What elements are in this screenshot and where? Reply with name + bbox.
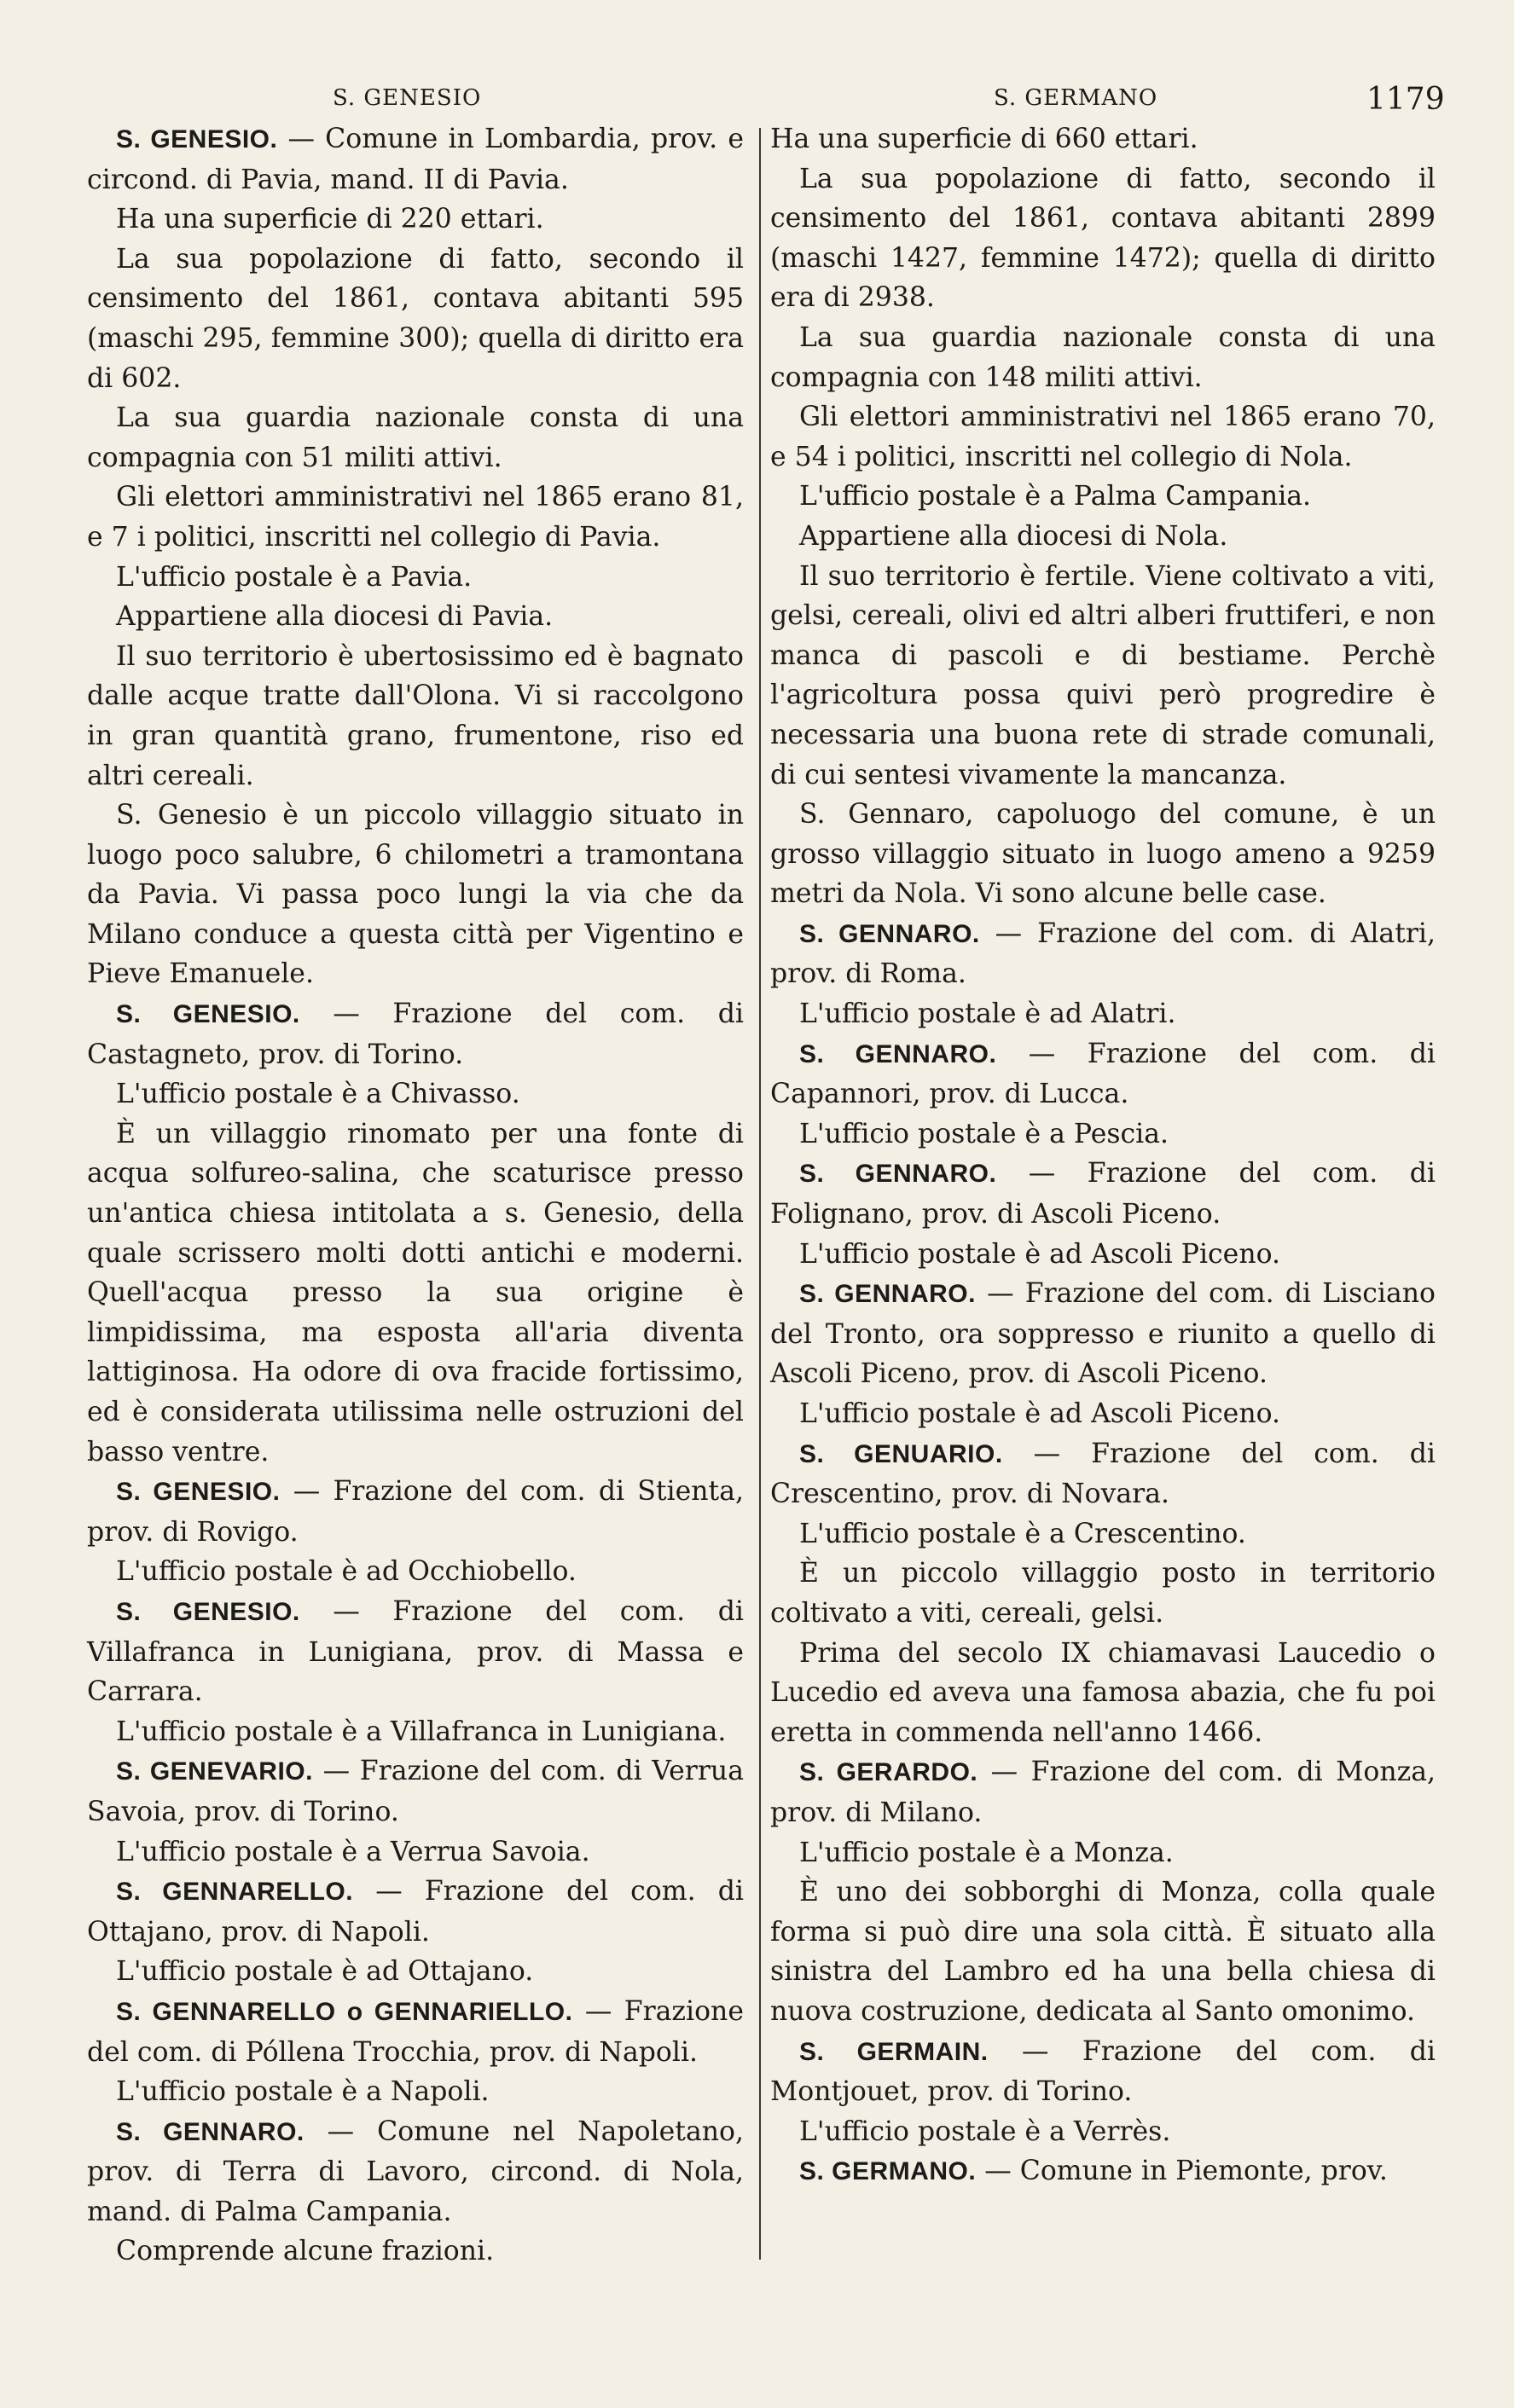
entry-headword: S. GENNARO. (799, 1039, 997, 1068)
paragraph: S. Genesio è un piccolo villaggio situato in luogo poco salubre, 6 chilometri a tramontana da Pavia. Vi passa poco lungi la via che da Milano conduce a questa città per Vigentino e Pieve Emanuele. (87, 800, 744, 990)
paragraph: L'ufficio postale è a Napoli. (116, 2076, 490, 2108)
entry-headword: S. GENEVARIO. (116, 1757, 313, 1786)
right-column (770, 119, 1436, 2192)
entry-headword: S. GENNARO. (116, 2117, 305, 2146)
paragraph: È un villaggio rinomato per una fonte di acqua solfureo-salina, che scaturisce presso un'antica chiesa intitolata a s. Genesio, della quale scrissero molti dotti antichi e moderni. Quell'acqua presso la sua origine è limpidissima, ma esposta all'aria diventa lattiginosa. Ha odore di ova fracide fortissimo, ed è considerata utilissima nelle ostruzioni del basso ventre. (87, 1118, 744, 1467)
entry-text: — Comune in Lombardia, prov. e circond. di Pavia, mand. II di Pavia. (87, 124, 744, 195)
dictionary-entry (770, 2151, 1436, 2192)
entry-headword: S. GENNARO. (799, 1280, 976, 1309)
paragraph: È un piccolo villaggio posto in territorio coltivato a viti, cereali, gelsi. (770, 1558, 1436, 1629)
paragraph: Appartiene alla diocesi di Pavia. (116, 601, 554, 633)
paragraph: L'ufficio postale è ad Occhiobello. (116, 1556, 577, 1588)
paragraph: L'ufficio postale è ad Ottajano. (116, 1956, 534, 1988)
entry-headword: S. GENESIO. (116, 1000, 300, 1029)
paragraph: L'ufficio postale è a Chivasso. (116, 1079, 520, 1110)
entry-headword: S. GENNARELLO. (116, 1878, 354, 1907)
entry-headword: S. GERARDO. (799, 1758, 978, 1787)
dictionary-entry (770, 914, 1436, 994)
entry-text: — Frazione del com. di Lisciano del Tronto, ora soppresso e riunito a quello di Ascoli Piceno, prov. di Ascoli Piceno. (770, 1278, 1436, 1390)
left-column (87, 119, 744, 2272)
entry-text: — Frazione del com. di Ottajano, prov. di Napoli. (87, 1876, 744, 1948)
entry-text: — Frazione del com. di Montjouet, prov. di Torino. (770, 2035, 1436, 2108)
dictionary-entry (87, 1872, 744, 1952)
dictionary-entry (770, 1752, 1436, 1832)
entry-text: — Frazione del com. di Póllena Trocchia, prov. di Napoli. (87, 1995, 744, 2068)
entry-text: — Frazione del com. di Villafranca in Lunigiana, prov. di Massa e Carrara. (87, 1595, 744, 1708)
paragraph: S. Gennaro, capoluogo del comune, è un grosso villaggio situato in luogo ameno a 9259 metri da Nola. Vi sono alcune belle case. (770, 799, 1436, 910)
paragraph: La sua popolazione di fatto, secondo il censimento del 1861, contava abitanti 595 (maschi 295, femmine 300); quella di diritto era di 602. (87, 243, 744, 394)
paragraph: Ha una superficie di 220 ettari. (116, 204, 544, 235)
paragraph: È uno dei sobborghi di Monza, colla quale forma si può dire una sola città. È situato alla sinistra del Lambro ed ha una bella chiesa di nuova costruzione, dedicata al Santo omonimo. (770, 1877, 1436, 2027)
paragraph: L'ufficio postale è a Crescentino. (799, 1518, 1246, 1549)
running-header-right: S. GERMANO (994, 85, 1158, 111)
dictionary-entry (87, 1992, 744, 2072)
paragraph: L'ufficio postale è a Pavia. (116, 561, 473, 593)
entry-headword: S. GENNARO. (799, 1160, 997, 1189)
paragraph: L'ufficio postale è a Verrès. (799, 2116, 1171, 2147)
paragraph: Prima del secolo IX chiamavasi Laucedio o Lucedio ed aveva una famosa abazia, che fu poi eretta in commenda nell'anno 1466. (770, 1637, 1436, 1748)
dictionary-entry (87, 1751, 744, 1832)
entry-headword: S. GENESIO. (116, 125, 278, 153)
paragraph: L'ufficio postale è a Villafranca in Lunigiana. (116, 1716, 727, 1747)
entry-headword: S. GENESIO. (116, 1597, 300, 1626)
entry-text: — Frazione del com. di Verrua Savoia, prov. di Torino. (87, 1756, 744, 1827)
paragraph: L'ufficio postale è a Pescia. (799, 1118, 1169, 1149)
dictionary-entry (87, 1592, 744, 1712)
entry-headword: S. GENNARO. (799, 919, 980, 948)
paragraph: L'ufficio postale è ad Alatri. (799, 999, 1176, 1030)
dictionary-entry (87, 119, 744, 200)
paragraph: La sua guardia nazionale consta di una compagnia con 51 militi attivi. (87, 402, 744, 473)
dictionary-entry (770, 1034, 1436, 1114)
paragraph: Ha una superficie di 660 ettari. (770, 124, 1198, 154)
paragraph: L'ufficio postale è ad Ascoli Piceno. (799, 1238, 1281, 1270)
paragraph: Il suo territorio è ubertosissimo ed è bagnato dalle acque tratte dall'Olona. Vi si raccolgono in gran quantità grano, frumentone, riso ed altri cereali. (87, 640, 744, 791)
entry-text: — Frazione del com. di Capannori, prov. di Lucca. (770, 1038, 1436, 1110)
entry-text: — Frazione del com. di Crescentino, prov. di Novara. (770, 1438, 1436, 1510)
dictionary-entry (87, 2112, 744, 2232)
entry-text: — Frazione del com. di Folignano, prov. di Ascoli Piceno. (770, 1158, 1436, 1230)
dictionary-entry (770, 2032, 1436, 2112)
entry-text: — Comune in Piemonte, prov. (976, 2156, 1388, 2187)
page-number: 1179 (1366, 82, 1445, 117)
entry-headword: S. GENNARELLO o GENNARIELLO. (116, 1997, 573, 2026)
paragraph: La sua guardia nazionale consta di una compagnia con 148 militi attivi. (770, 321, 1436, 393)
dictionary-entry (87, 1472, 744, 1552)
entry-text: — Frazione del com. di Alatri, prov. di Roma. (770, 917, 1436, 990)
column-divider (759, 128, 761, 2260)
paragraph: L'ufficio postale è ad Ascoli Piceno. (799, 1398, 1281, 1429)
entry-headword: S. GERMAIN. (799, 2037, 989, 2066)
entry-headword: S. GENESIO. (116, 1478, 281, 1507)
dictionary-entry (87, 994, 744, 1074)
paragraph: La sua popolazione di fatto, secondo il censimento del 1861, contava abitanti 2899 (maschi 1427, femmine 1472); quella di diritto era di 2938. (770, 163, 1436, 314)
running-header-left: S. GENESIO (333, 85, 482, 111)
paragraph: Gli elettori amministrativi nel 1865 erano 70, e 54 i politici, inscritti nel collegio di Nola. (770, 402, 1436, 472)
dictionary-entry (770, 1274, 1436, 1394)
entry-headword: S. GERMANO. (799, 2157, 977, 2186)
paragraph: L'ufficio postale è a Verrua Savoia. (116, 1836, 590, 1867)
dictionary-entry (770, 1154, 1436, 1234)
paragraph: Comprende alcune frazioni. (116, 2236, 495, 2267)
paragraph: Gli elettori amministrativi nel 1865 erano 81, e 7 i politici, inscritti nel collegio di Pavia. (87, 482, 744, 553)
entry-text: — Comune nel Napoletano, prov. di Terra di Lavoro, circond. di Nola, mand. di Palma Campania. (87, 2116, 744, 2227)
entry-text: — Frazione del com. di Castagneto, prov. di Torino. (87, 999, 744, 1070)
dictionary-entry (770, 1434, 1436, 1514)
paragraph: L'ufficio postale è a Monza. (799, 1837, 1174, 1868)
paragraph: L'ufficio postale è a Palma Campania. (799, 481, 1312, 512)
entry-headword: S. GENUARIO. (799, 1439, 1003, 1468)
paragraph: Il suo territorio è fertile. Viene coltivato a viti, gelsi, cereali, olivi ed altri alberi fruttiferi, e non manca di pascoli e di bestiame. Perchè l'agricoltura possa quivi però progredire è necessaria una buona rete di strade comunali, di cui sentesi vivamente la mancanza. (770, 560, 1436, 790)
paragraph: Appartiene alla diocesi di Nola. (799, 520, 1228, 552)
entry-text: — Frazione del com. di Stienta, prov. di Rovigo. (87, 1476, 744, 1548)
entry-text: — Frazione del com. di Monza, prov. di Milano. (770, 1757, 1436, 1828)
